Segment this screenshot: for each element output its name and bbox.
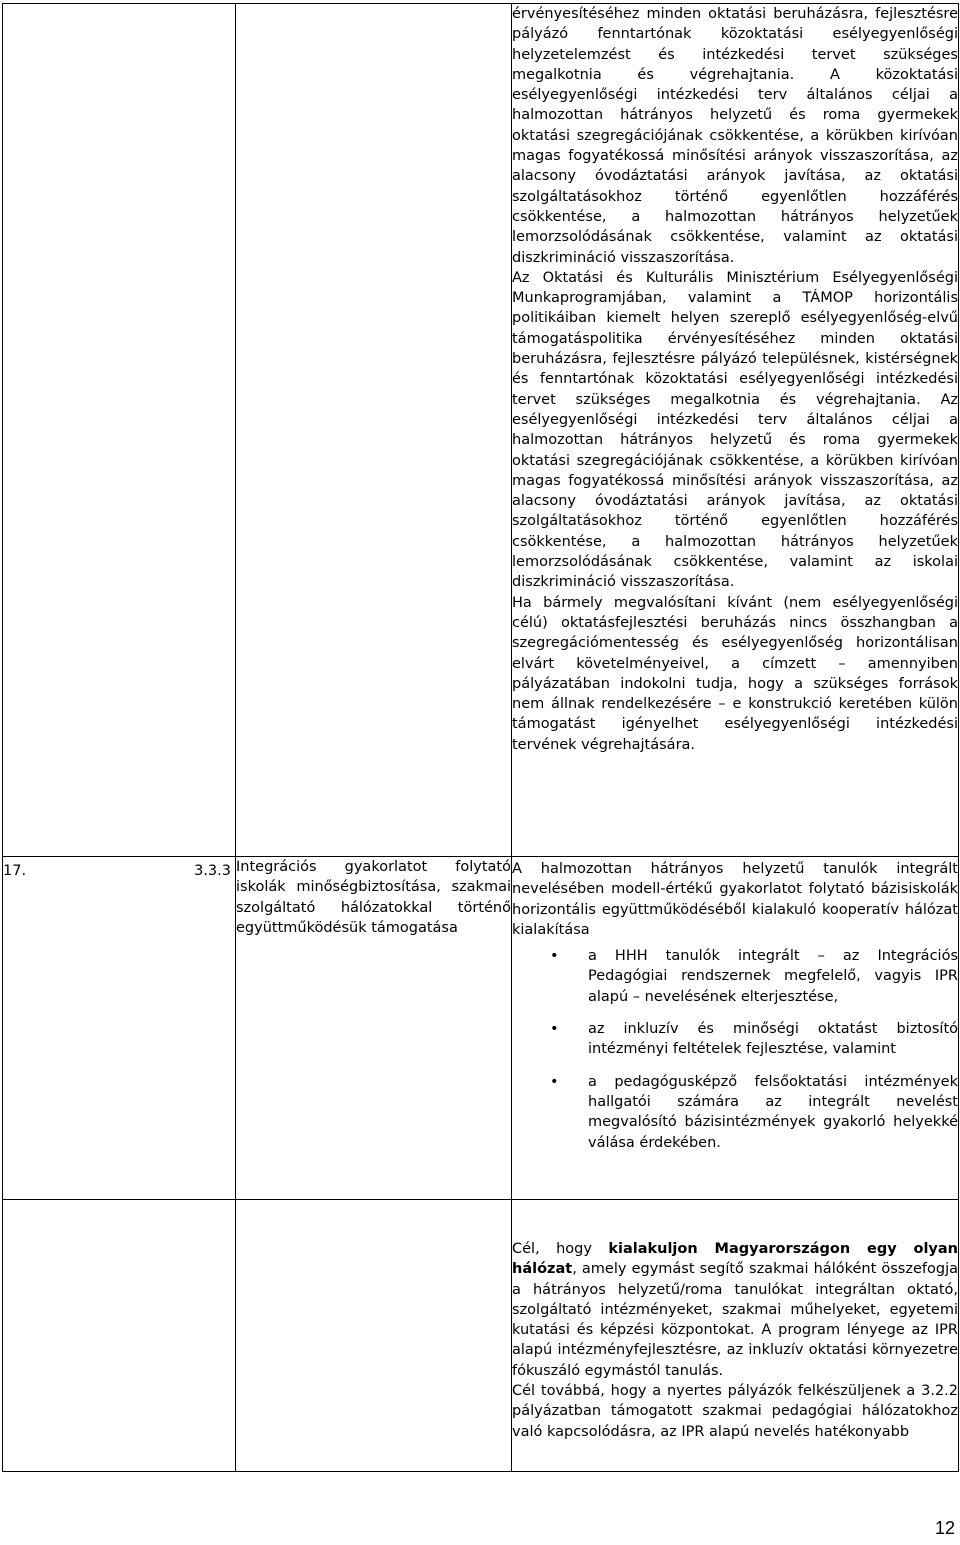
goal-prefix: Cél, hogy: [512, 1241, 609, 1257]
table-row: [3, 4, 959, 857]
document-table: [2, 3, 959, 1472]
section-title: Integrációs gyakorlatot folytató iskolák minőségbiztosítása, szakmai szolgáltató hálózatokkal történő együttműködésük támogatása: [236, 859, 511, 936]
goal-bold: kialakuljon Magyarországon egy olyan hálózat: [512, 1241, 958, 1278]
row3-text-cell: [512, 1200, 959, 1472]
row2-number-cell: [3, 857, 236, 1200]
table-row: [3, 857, 959, 1200]
intro-paragraph: A halmozottan hátrányos helyzetű tanulók integrált nevelésében modell-értékű gyakorlatot folytató bázisiskolák horizontális együttműködéséből kialakuló kooperatív hálózat kialakítása: [512, 861, 958, 938]
section-number-row: [3, 857, 235, 881]
row2-title-cell: [236, 857, 512, 1200]
goal-rest: , amely egymást segítő szakmai hálóként összefogja a hátrányos helyzetű/roma tanulókat integráltan oktató, szolgáltató intézményeket, szakmai műhelyeket, egyetemi kutatási és képzési központokat. A program lényege az IPR alapú intézményfejlesztésre, az inkluzív oktatási környezetre fókuszáló egymástól tanulás.: [512, 1261, 958, 1379]
list-item: • a pedagógusképző felsőoktatási intézmények hallgatói számára az integrált nevelést megvalósító bázisintézmények gyakorló helyekké válása érdekében.: [588, 1072, 958, 1153]
row1-number-cell: [3, 4, 236, 857]
row1-text-cell: [512, 4, 959, 857]
paragraph: Az Oktatási és Kulturális Minisztérium Esélyegyenlőségi Munkaprogramjában, valamint a TÁMOP horizontális politikáiban kiemelt helyen szereplő esélyegyenlőség-elvű támogatáspolitika érvényesítéséhez minden oktatási beruházásra, fejlesztésre pályázó településnek, kistérségnek és fenntartónak közoktatási esélyegyenlőségi intézkedési tervet szükséges megalkotnia és végrehajtania. Az esélyegyenlőségi intézkedési terv általános céljai a halmozottan hátrányos helyzetű és roma gyermekek oktatási szegregációjának csökkentése, a körükben kirívóan magas fogyatékossá minősítési arányok visszaszorítása, az alacsony óvodáztatási arányok javítása, az oktatási szolgáltatásokhoz történő egyenlőtlen hozzáférés csökkentése, a halmozottan hátrányos helyzetűek lemorzsolódásának csökkentése, valamint az iskolai diszkrimináció visszaszorítása.: [512, 269, 958, 591]
bullet-list: [512, 946, 958, 1153]
row1-title-cell: [236, 4, 512, 857]
goal-paragraph: [512, 1239, 958, 1381]
row2-text-cell: [512, 857, 959, 1200]
list-item: • az inkluzív és minőségi oktatást biztosító intézményi feltételek fejlesztése, valamint: [588, 1019, 958, 1060]
item-number: 17.: [3, 863, 27, 879]
paragraph: Ha bármely megvalósítani kívánt (nem esélyegyenlőségi célú) oktatásfejlesztési beruházás nincs összhangban a szegregációmentesség és esélyegyenlőség horizontálisan elvárt követelményeivel, a címzett – amennyiben pályázatában indokolni tudja, hogy a szükséges források nem állnak rendelkezésére – e konstrukció keretében külön támogatást igényelhet esélyegyenlőségi intézkedési tervének végrehajtására.: [512, 594, 958, 753]
page-number: 12: [934, 1518, 955, 1538]
table-row: [3, 1200, 959, 1472]
section-code: 3.3.3: [194, 863, 231, 879]
row3-title-cell: [236, 1200, 512, 1472]
goal2-paragraph: Cél továbbá, hogy a nyertes pályázók felkészüljenek a 3.2.2 pályázatban támogatott szakmai pedagógiai hálózatokhoz való kapcsolódásra, az IPR alapú nevelés hatékonyabb: [512, 1383, 958, 1440]
list-item: • a HHH tanulók integrált – az Integrációs Pedagógiai rendszernek megfelelő, vagyis IPR alapú – nevelésének elterjesztése,: [588, 946, 958, 1007]
paragraph: érvényesítéséhez minden oktatási beruházásra, fejlesztésre pályázó fenntartónak közoktatási esélyegyenlőségi helyzetelemzést és intézkedési tervet szükséges megalkotnia és végrehajtania. A közoktatási esélyegyenlőségi intézkedési terv általános céljai a halmozottan hátrányos helyzetű és roma gyermekek oktatási szegregációjának csökkentése, a körükben kirívóan magas fogyatékossá minősítési arányok visszaszorítása, az alacsony óvodáztatási arányok javítása, az oktatási szolgáltatásokhoz történő egyenlőtlen hozzáférés csökkentése, a halmozottan hátrányos helyzetűek lemorzsolódásának csökkentése, valamint az oktatási diszkrimináció visszaszorítása.: [512, 6, 958, 266]
row3-number-cell: [3, 1200, 236, 1472]
